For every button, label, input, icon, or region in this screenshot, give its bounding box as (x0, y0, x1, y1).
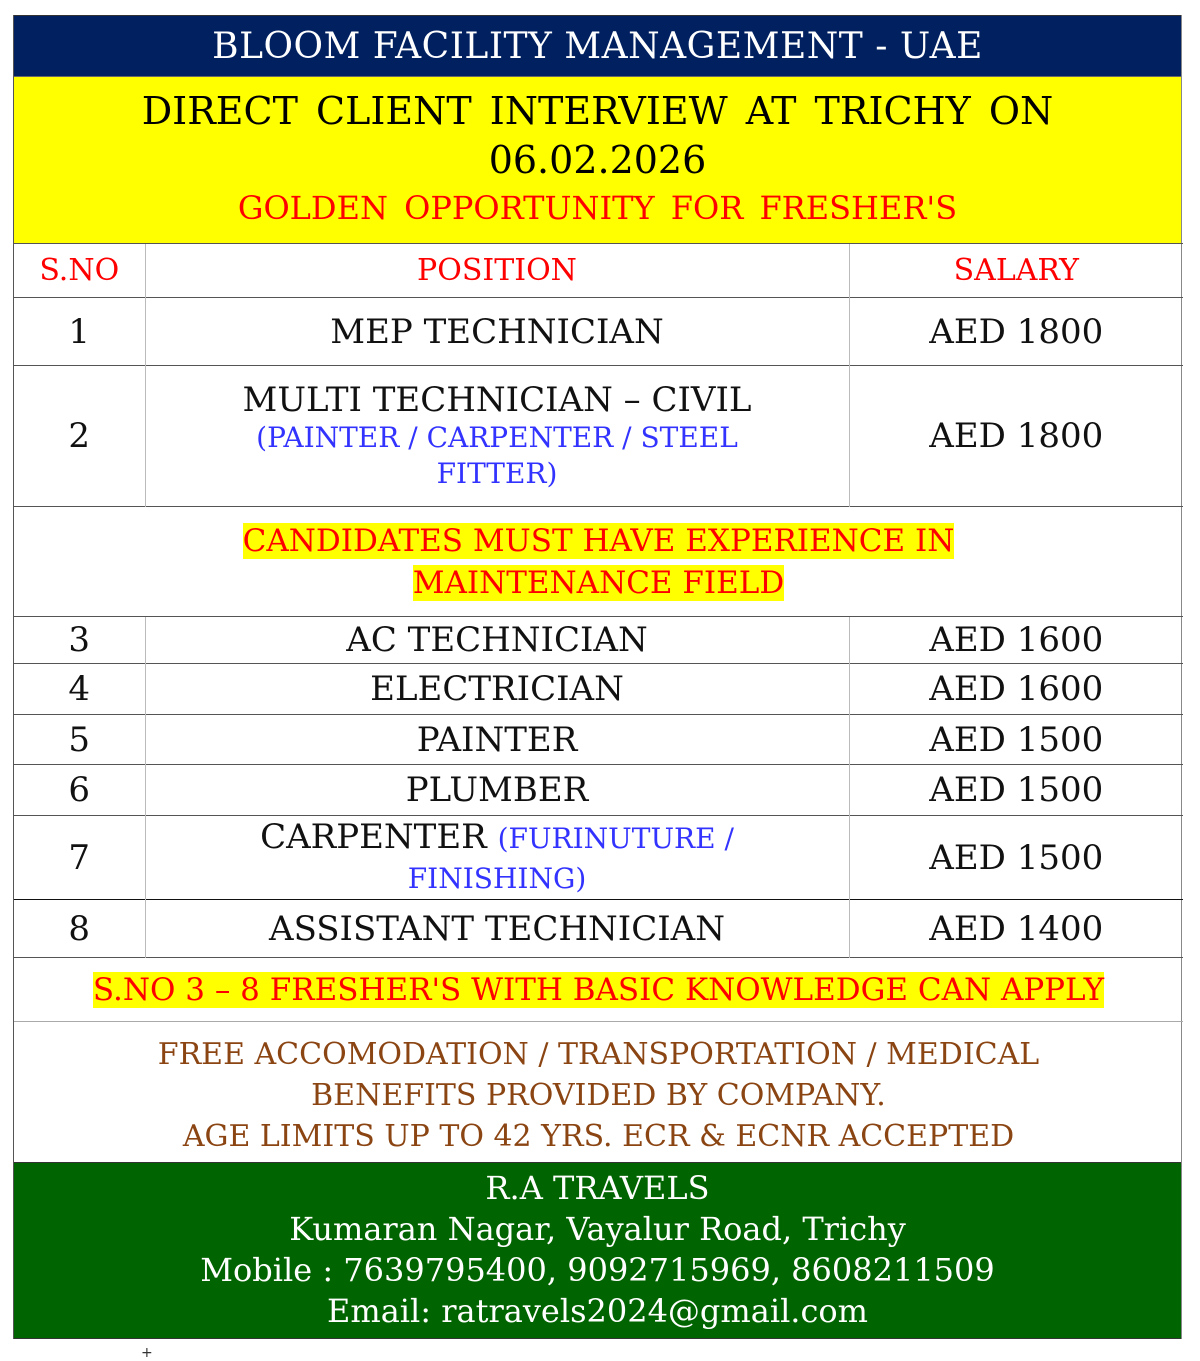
position-cell: AC TECHNICIAN (145, 617, 849, 664)
table-row (14, 900, 1183, 958)
salary-cell: AED 1800 (849, 298, 1183, 366)
salary-cell: AED 1800 (849, 366, 1183, 507)
salary-cell: AED 1500 (849, 765, 1183, 816)
company-title: BLOOM FACILITY MANAGEMENT - UAE (212, 25, 983, 67)
column-header-salary: SALARY (849, 244, 1183, 298)
position-cell: PAINTER (145, 715, 849, 765)
salary-cell: AED 1500 (849, 816, 1183, 900)
experience-notice-line1: CANDIDATES MUST HAVE EXPERIENCE IN (242, 522, 955, 559)
table-row (14, 664, 1183, 715)
table-row (14, 617, 1183, 664)
interview-date: 06.02.2026 (488, 138, 707, 182)
agency-contact-band (14, 1162, 1181, 1339)
sno-cell: 6 (14, 765, 145, 816)
sno-cell: 8 (14, 900, 145, 958)
sno-cell: 7 (14, 816, 145, 900)
table-header-row (14, 244, 1183, 298)
agency-address: Kumaran Nagar, Vayalur Road, Trichy (289, 1209, 906, 1248)
job-flyer (13, 15, 1182, 1339)
sno-cell: 1 (14, 298, 145, 366)
agency-name: R.A TRAVELS (485, 1168, 710, 1207)
position-cell (145, 816, 849, 900)
interview-banner (14, 76, 1181, 243)
salary-cell: AED 1400 (849, 900, 1183, 958)
position-cell: PLUMBER (145, 765, 849, 816)
interview-heading: DIRECT CLIENT INTERVIEW AT TRICHY ON (141, 89, 1054, 133)
benefits-line3: AGE LIMITS UP TO 42 YRS. ECR & ECNR ACCEPTED (182, 1119, 1015, 1155)
table-row (14, 366, 1183, 507)
salary-cell: AED 1600 (849, 617, 1183, 664)
stray-plus-mark: + (141, 1345, 153, 1361)
experience-notice-row (14, 507, 1183, 617)
position-title: CARPENTER (260, 816, 487, 857)
position-cell: ASSISTANT TECHNICIAN (145, 900, 849, 958)
benefits-row (14, 1022, 1183, 1162)
sno-cell: 5 (14, 715, 145, 765)
column-header-position: POSITION (145, 244, 849, 298)
benefits-line1: FREE ACCOMODATION / TRANSPORTATION / MEDICAL (157, 1037, 1040, 1073)
position-cell (145, 366, 849, 507)
position-subtitle: (PAINTER / CARPENTER / STEEL FITTER) (256, 421, 738, 490)
table-row (14, 298, 1183, 366)
fresher-notice: S.NO 3 – 8 FRESHER'S WITH BASIC KNOWLEDGE CAN APPLY (92, 971, 1105, 1008)
position-title: MULTI TECHNICIAN – CIVIL (242, 380, 752, 420)
table-row (14, 715, 1183, 765)
agency-email: Email: ratravels2024@gmail.com (327, 1291, 868, 1330)
company-title-band (14, 15, 1181, 76)
sno-cell: 3 (14, 617, 145, 664)
position-cell: MEP TECHNICIAN (145, 298, 849, 366)
benefits-line2: BENEFITS PROVIDED BY COMPANY. (311, 1078, 886, 1114)
table-row (14, 765, 1183, 816)
salary-cell: AED 1500 (849, 715, 1183, 765)
position-cell: ELECTRICIAN (145, 664, 849, 715)
table-row (14, 816, 1183, 900)
positions-table (14, 243, 1183, 1162)
agency-mobile: Mobile : 7639795400, 9092715969, 8608211509 (200, 1250, 995, 1289)
salary-cell: AED 1600 (849, 664, 1183, 715)
column-header-sno: S.NO (14, 244, 145, 298)
experience-notice-line2: MAINTENANCE FIELD (412, 564, 785, 601)
sno-cell: 2 (14, 366, 145, 507)
sno-cell: 4 (14, 664, 145, 715)
fresher-notice-row (14, 958, 1183, 1022)
tagline: GOLDEN OPPORTUNITY FOR FRESHER'S (237, 189, 958, 227)
position-subtitle: (FURINUTURE / FINISHING) (407, 821, 734, 895)
